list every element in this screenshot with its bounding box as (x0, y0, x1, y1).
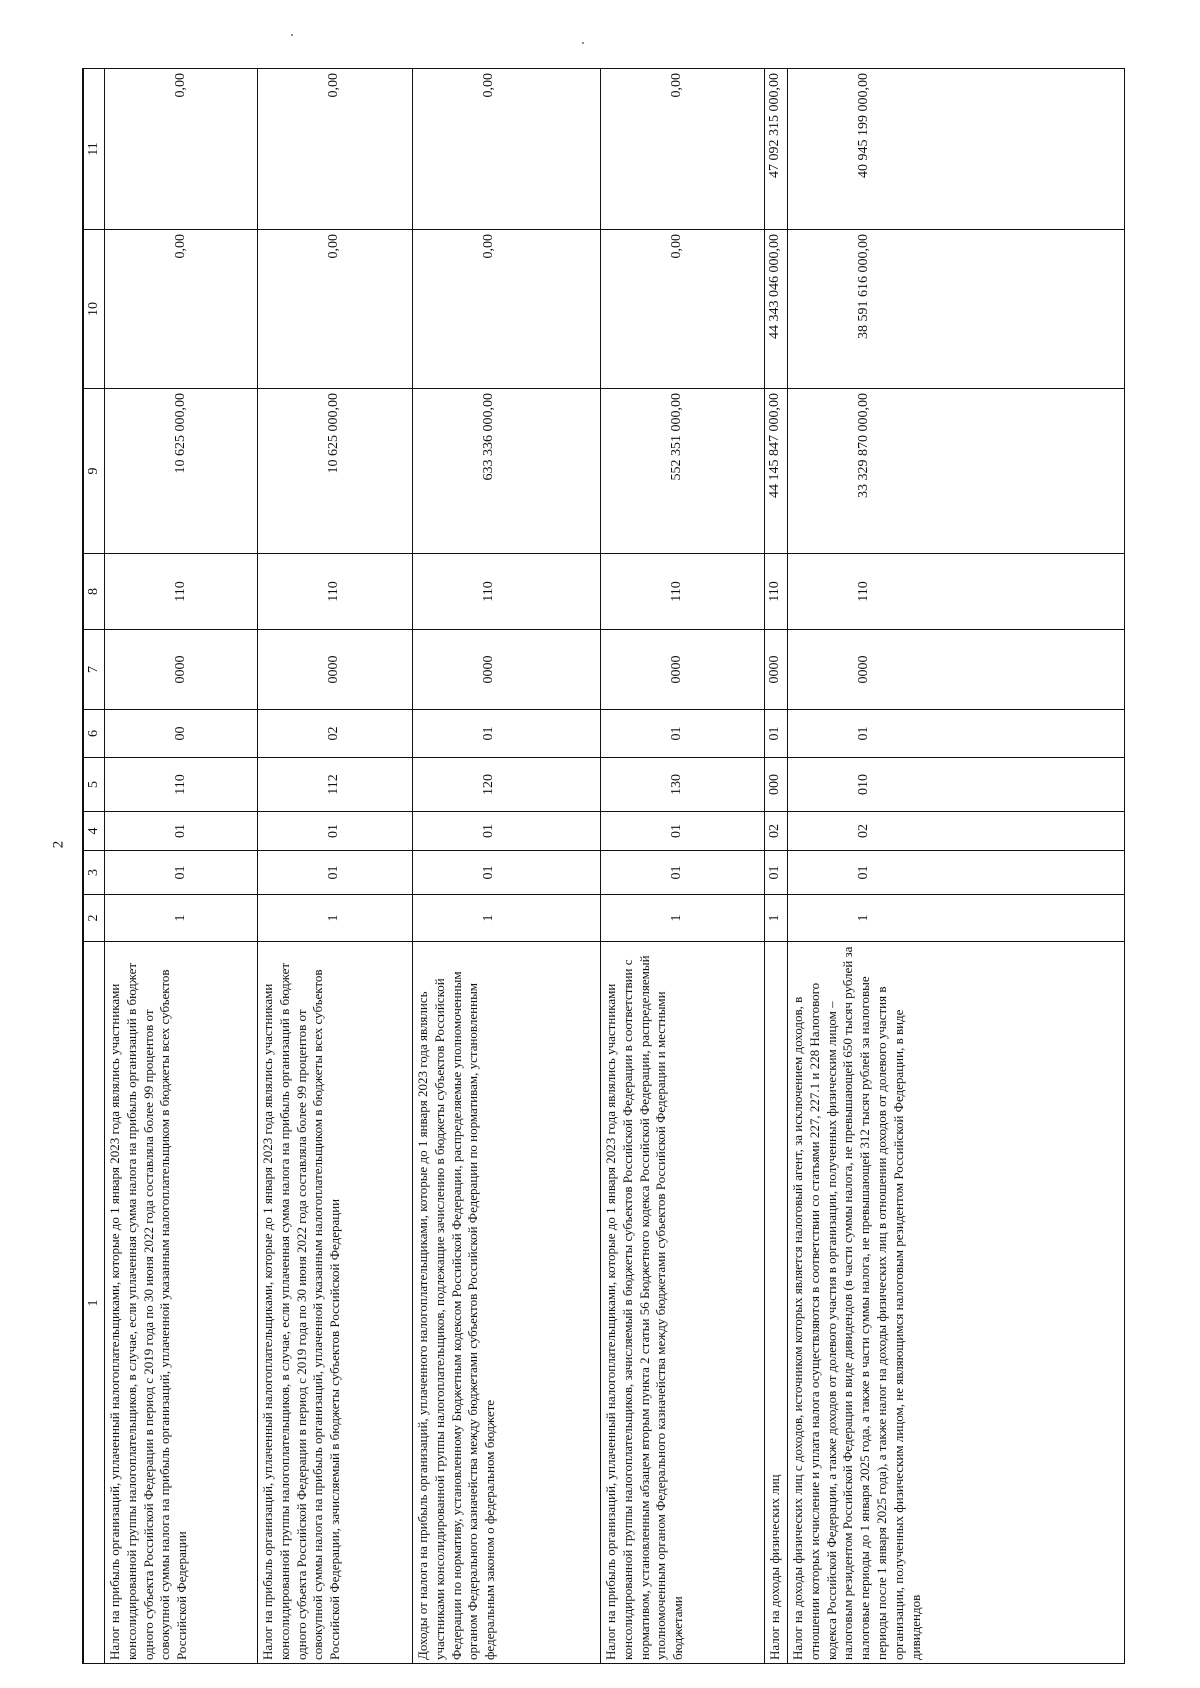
row-description: Налог на доходы физических лиц (765, 942, 788, 1665)
table-row (258, 69, 413, 1665)
table-row (765, 69, 788, 1665)
code-col-4: 01 (601, 812, 765, 851)
header-col-8: 8 (84, 554, 105, 630)
code-col-3: 01 (765, 851, 788, 895)
code-col-5: 000 (765, 758, 788, 812)
budget-revenue-table (82, 68, 1125, 1664)
amount-col-11: 40 945 199 000,00 (788, 69, 1125, 230)
code-col-2: 1 (601, 895, 765, 942)
header-col-7: 7 (84, 630, 105, 710)
amount-col-10: 0,00 (105, 230, 258, 389)
code-col-4: 02 (788, 812, 1125, 851)
code-col-2: 1 (105, 895, 258, 942)
code-col-6: 02 (258, 710, 413, 758)
code-col-7: 0000 (105, 630, 258, 710)
row-description: Налог на доходы физических лиц с доходов, источником которых является налоговый агент, за исключением доходов, в отношении которых исчисление и уплата налога осуществляются в соответствии со статьями 227, 227.1 и 228 Налогового кодекса Российской Федерации, а также доходов от долевого участия в организации, полученных физическим лицом – налоговым резидентом Российской Федерации в виде дивидендов (в части суммы налога, не превышающей 650 тысяч рублей за налоговые периоды до 1 января 2025 года, а также в части суммы налога, не превышающей 312 тысяч рублей за налоговые периоды после 1 января 2025 года), а также налог на доходы физических лиц в отношении доходов от долевого участия в организации, полученных физическим лицом, не являющимся налоговым резидентом Российской Федерации, в виде дивидендов (788, 942, 1125, 1665)
amount-col-9: 44 145 847 000,00 (765, 389, 788, 554)
code-col-5: 010 (788, 758, 1125, 812)
header-col-10: 10 (84, 230, 105, 389)
code-col-3: 01 (413, 851, 601, 895)
amount-col-9: 633 336 000,00 (413, 389, 601, 554)
code-col-2: 1 (765, 895, 788, 942)
amount-col-10: 44 343 046 000,00 (765, 230, 788, 389)
code-col-4: 01 (258, 812, 413, 851)
code-col-6: 01 (765, 710, 788, 758)
table-row (601, 69, 765, 1665)
code-col-6: 01 (413, 710, 601, 758)
code-col-3: 01 (601, 851, 765, 895)
header-col-2: 2 (84, 895, 105, 942)
header-col-11: 11 (84, 69, 105, 230)
code-col-6: 01 (601, 710, 765, 758)
header-col-4: 4 (84, 812, 105, 851)
code-col-4: 01 (413, 812, 601, 851)
row-description: Налог на прибыль организаций, уплаченный налогоплательщиками, которые до 1 января 2023 года являлись участниками консолидированной группы налогоплательщиков, в случае, если уплаченная сумма налога на прибыль организаций в бюджет одного субъекта Российской Федерации в период с 2019 года по 30 июня 2022 года составляла более 99 процентов от совокупной суммы налога на прибыль организаций, уплаченной указанным налогоплательщиком в бюджеты всех субъектов Российской Федерации (105, 942, 258, 1665)
header-col-3: 3 (84, 851, 105, 895)
code-col-5: 112 (258, 758, 413, 812)
code-col-5: 120 (413, 758, 601, 812)
amount-col-10: 0,00 (413, 230, 601, 389)
code-col-3: 01 (788, 851, 1125, 895)
code-col-7: 0000 (765, 630, 788, 710)
code-col-8: 110 (413, 554, 601, 630)
header-col-5: 5 (84, 758, 105, 812)
code-col-8: 110 (258, 554, 413, 630)
column-number-row (84, 69, 105, 1665)
amount-col-9: 33 329 870 000,00 (788, 389, 1125, 554)
amount-col-11: 0,00 (105, 69, 258, 230)
code-col-8: 110 (105, 554, 258, 630)
amount-col-9: 10 625 000,00 (105, 389, 258, 554)
amount-col-11: 0,00 (601, 69, 765, 230)
table-row (788, 69, 1125, 1665)
code-col-8: 110 (788, 554, 1125, 630)
code-col-8: 110 (765, 554, 788, 630)
code-col-6: 00 (105, 710, 258, 758)
code-col-5: 130 (601, 758, 765, 812)
code-col-5: 110 (105, 758, 258, 812)
code-col-7: 0000 (788, 630, 1125, 710)
amount-col-11: 47 092 315 000,00 (765, 69, 788, 230)
code-col-2: 1 (788, 895, 1125, 942)
code-col-2: 1 (413, 895, 601, 942)
code-col-7: 0000 (413, 630, 601, 710)
code-col-8: 110 (601, 554, 765, 630)
code-col-2: 1 (258, 895, 413, 942)
code-col-7: 0000 (258, 630, 413, 710)
header-col-6: 6 (84, 710, 105, 758)
amount-col-10: 38 591 616 000,00 (788, 230, 1125, 389)
table-row (413, 69, 601, 1665)
row-description: Доходы от налога на прибыль организаций, уплаченного налогоплательщиками, которые до 1 января 2023 года являлись участниками консолидированной группы налогоплательщиков, подлежащие зачислению в бюджеты субъектов Российской Федерации по нормативу, установленному Бюджетным кодексом Российской Федерации, распределяемые уполномоченным органом Федерального казначейства между бюджетами субъектов Российской Федерации по нормативам, установленным федеральным законом о федеральном бюджете (413, 942, 601, 1665)
scan-speck (291, 34, 293, 36)
header-col-1: 1 (84, 942, 105, 1665)
page-number: 2 (50, 840, 67, 849)
amount-col-9: 10 625 000,00 (258, 389, 413, 554)
amount-col-11: 0,00 (258, 69, 413, 230)
amount-col-10: 0,00 (601, 230, 765, 389)
code-col-7: 0000 (601, 630, 765, 710)
table-row (105, 69, 258, 1665)
code-col-4: 01 (105, 812, 258, 851)
amount-col-9: 552 351 000,00 (601, 389, 765, 554)
amount-col-10: 0,00 (258, 230, 413, 389)
scan-speck (582, 42, 584, 44)
revenue-table (83, 68, 1125, 1664)
code-col-3: 01 (258, 851, 413, 895)
code-col-3: 01 (105, 851, 258, 895)
amount-col-11: 0,00 (413, 69, 601, 230)
header-col-9: 9 (84, 389, 105, 554)
code-col-4: 02 (765, 812, 788, 851)
row-description: Налог на прибыль организаций, уплаченный налогоплательщиками, которые до 1 января 2023 года являлись участниками консолидированной группы налогоплательщиков, в случае, если уплаченная сумма налога на прибыль организаций в бюджет одного субъекта Российской Федерации в период с 2019 года по 30 июня 2022 года составляла более 99 процентов от совокупной суммы налога на прибыль организаций, уплаченной указанным налогоплательщиком в бюджеты всех субъектов Российской Федерации, зачисляемый в бюджеты субъектов Российской Федерации (258, 942, 413, 1665)
code-col-6: 01 (788, 710, 1125, 758)
row-description: Налог на прибыль организаций, уплаченный налогоплательщиками, которые до 1 января 2023 года являлись участниками консолидированной группы налогоплательщиков, зачисляемый в бюджеты субъектов Российской Федерации в соответствии с нормативом, установленным абзацем вторым пункта 2 статьи 56 Бюджетного кодекса Российской Федерации, распределяемый уполномоченным органом Федерального казначейства между бюджетами субъектов Российской Федерации и местными бюджетами (601, 942, 765, 1665)
